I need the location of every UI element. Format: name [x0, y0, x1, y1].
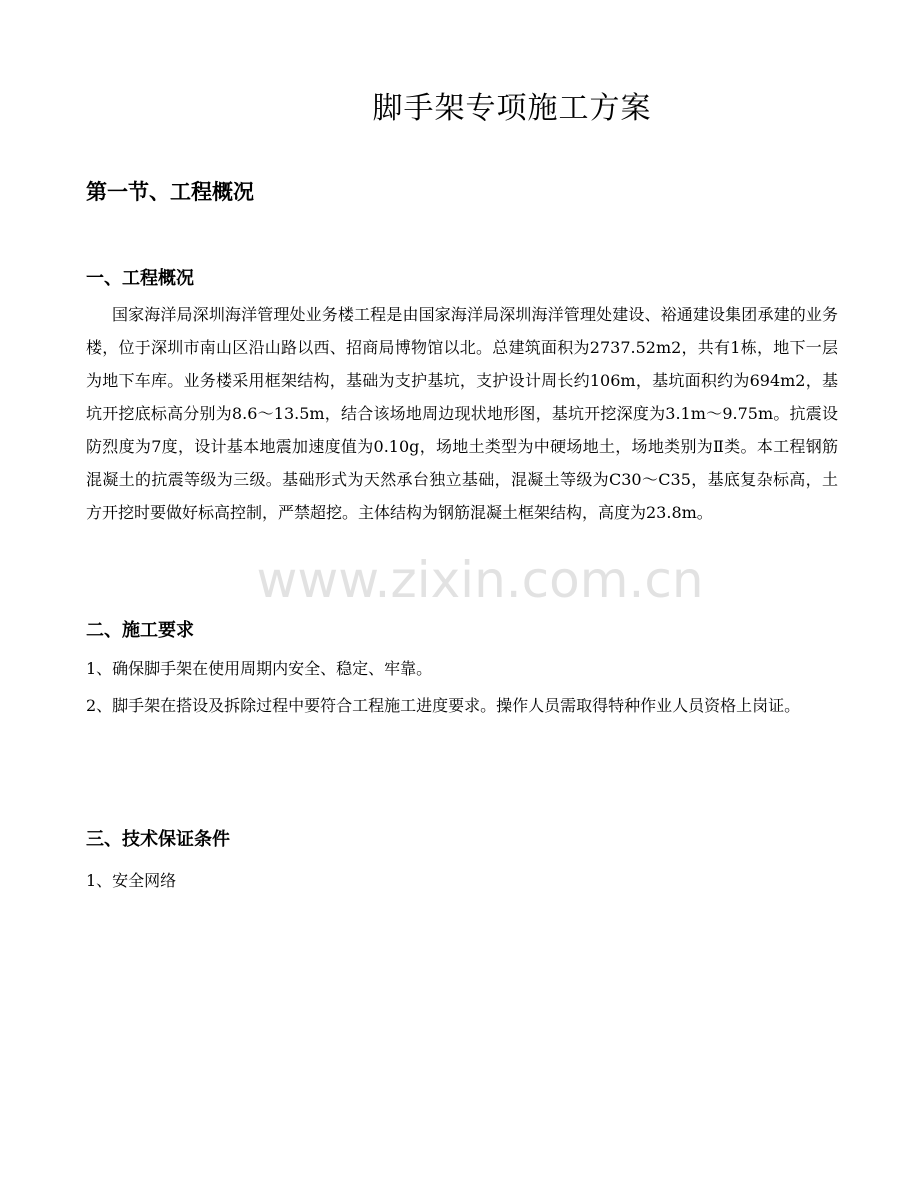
requirement-item-1: 1、确保脚手架在使用周期内安全、稳定、牢靠。 — [86, 659, 433, 678]
subheading-construction-requirements: 二、施工要求 — [86, 620, 194, 641]
section-heading: 第一节、工程概况 — [86, 179, 254, 204]
subheading-project-overview: 一、工程概况 — [86, 268, 194, 289]
technical-item-1: 1、安全网络 — [86, 871, 177, 890]
project-overview-paragraph: 国家海洋局深圳海洋管理处业务楼工程是由国家海洋局深圳海洋管理处建设、裕通建设集团承建的业务楼，位于深圳市南山区沿山路以西、招商局博物馆以北。总建筑面积为2737.52m2，共有1栋，地下一层为地下车库。业务楼采用框架结构，基础为支护基坑，支护设计周长约106m，基坑面积约为694m2，基坑开挖底标高分别为8.6～13.5m，结合该场地周边现状地形图，基坑开挖深度为3.1m～9.75m。抗震设防烈度为7度，设计基本地震加速度值为0.10g，场地土类型为中硬场地土，场地类别为Ⅱ类。本工程钢筋混凝土的抗震等级为三级。基础形式为天然承台独立基础，混凝土等级为C30～C35，基底复杂标高，土方开挖时要做好标高控制，严禁超挖。主体结构为钢筋混凝土框架结构，高度为23.8m。 — [86, 305, 838, 522]
watermark: www.zixin.com.cn — [256, 551, 704, 609]
subheading-technical-guarantee: 三、技术保证条件 — [86, 829, 230, 850]
document-title: 脚手架专项施工方案 — [372, 91, 652, 126]
requirement-item-2: 2、脚手架在搭设及拆除过程中要符合工程施工进度要求。操作人员需取得特种作业人员资格上岗证。 — [86, 696, 801, 715]
